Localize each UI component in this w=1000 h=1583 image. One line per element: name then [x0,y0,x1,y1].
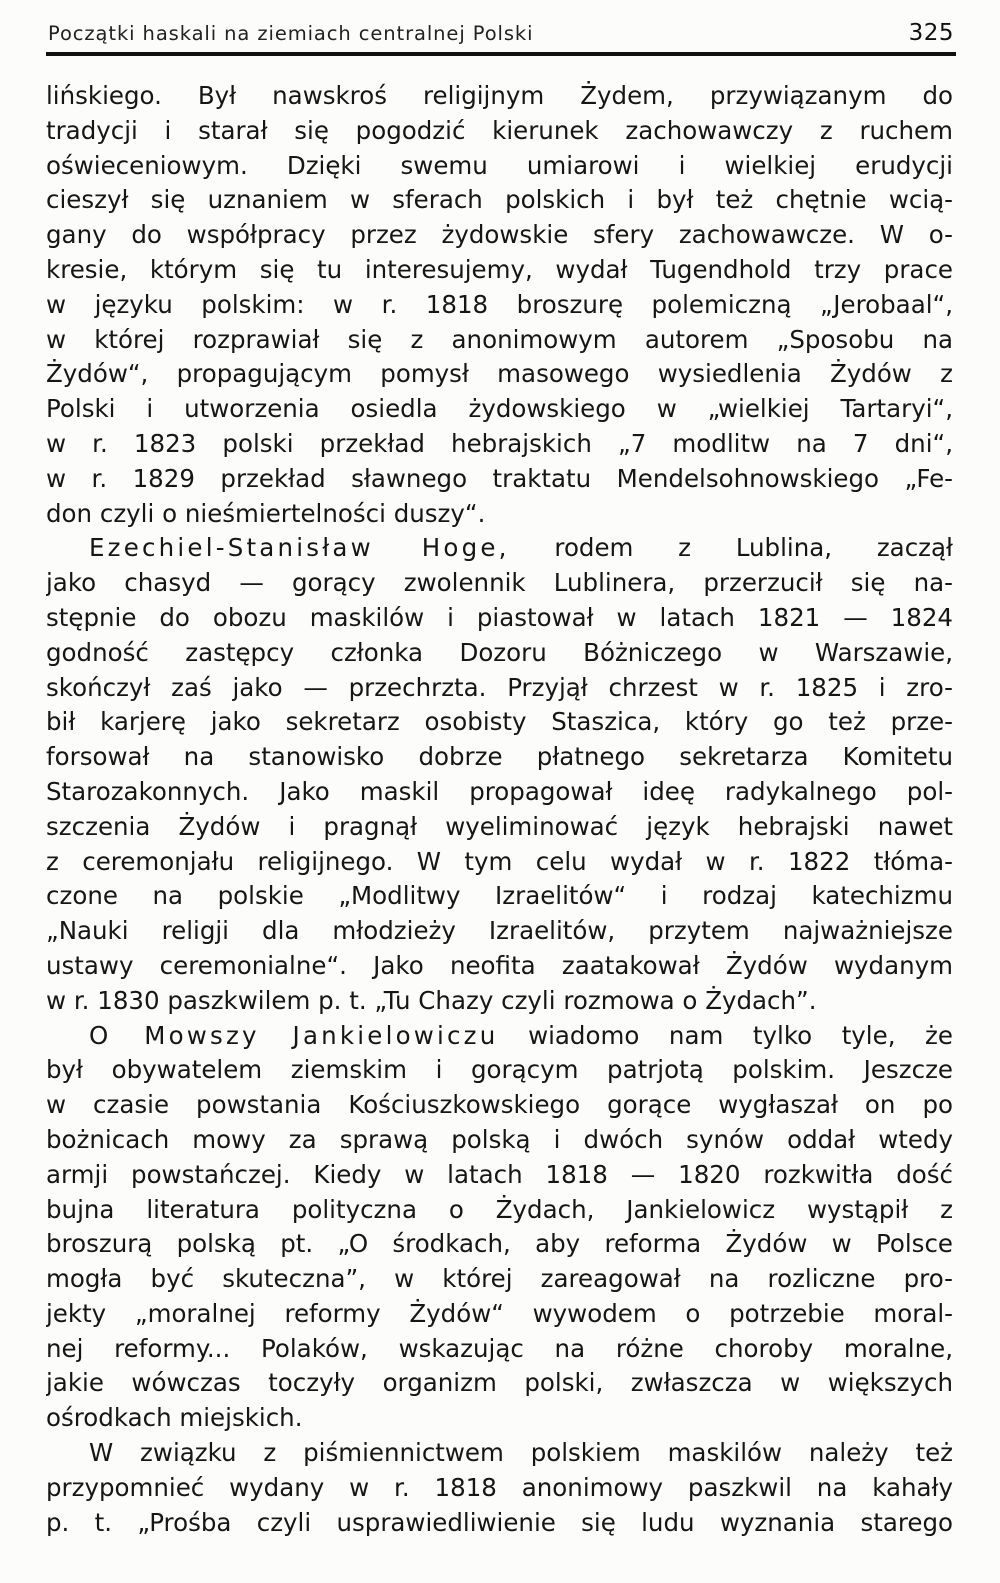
text-line: skończył zaś jako — przechrzta. Przyjął chrzest w r. 1825 i zro- [46,672,953,702]
text-line: przypomnieć wydany w r. 1818 anonimowy paszkwil na kahały [46,1472,953,1502]
text-line: bożnicach mowy za sprawą polską i dwóch synów oddał wtedy [46,1124,953,1154]
text-line: don czyli o nieśmiertelności duszy“. [46,498,486,528]
text-line: ustawy ceremonialne“. Jako neofita zaatakował Żydów wydanym [46,950,953,980]
text-line: kresie, którym się tu interesujemy, wydał Tugendhold trzy prace [46,254,953,284]
text-line: w której rozprawiał się z anonimowym autorem „Sposobu na [46,324,953,354]
text-line: Żydów“, propagującym pomysł masowego wysiedlenia Żydów z [46,359,953,389]
running-head [46,14,954,54]
text-line: był obywatelem ziemskim i gorącym patrjotą polskim. Jeszcze [46,1055,953,1085]
text-line: gany do współpracy przez żydowskie sfery zachowawcze. W o- [46,220,953,250]
text-line: w r. 1830 paszkwilem p. t. „Tu Chazy czyli rozmowa o Żydach”. [46,985,817,1015]
text-line: z ceremonjału religijnego. W tym celu wydał w r. 1822 tłóma- [46,846,953,876]
text-line: mogła być skuteczna”, w której zareagował na rozliczne pro- [46,1264,953,1294]
person-name-jankielowicz: O Mowszy Jankielowiczu [89,1020,499,1050]
text-line: „Nauki religji dla młodzieży Izraelitów, przytem najważniejsze [46,916,953,946]
text-line: bił karjerę jako sekretarz osobisty Staszica, który go też prze- [46,707,953,737]
text-line: ośrodkach miejskich. [46,1403,303,1433]
text-line: tradycji i starał się pogodzić kierunek zachowawczy z ruchem [46,115,953,145]
body-text [46,79,953,1540]
text-line: czone na polskie „Modlitwy Izraelitów“ i rodzaj katechizmu [46,881,953,911]
text-line: w r. 1829 przekład sławnego traktatu Mendelsohnowskiego „Fe- [46,463,953,493]
text-line: jekty „moralnej reformy Żydów“ wywodem o potrzebie moral- [46,1298,953,1328]
text-line: W związku z piśmiennictwem polskiem maskilów należy też [89,1438,953,1468]
text-line: oświeceniowym. Dzięki swemu umiarowi i wielkiej erudycji [46,150,953,180]
page-number: 325 [908,20,954,46]
text-line: p. t. „Prośba czyli usprawiedliwienie się ludu wyznania starego [46,1507,953,1537]
text-line: nej reformy... Polaków, wskazując na różne choroby moralne, [46,1333,953,1363]
text-line: w r. 1823 polski przekład hebrajskich „7 modlitw na 7 dni“, [46,428,953,458]
text-line: Polski i utworzenia osiedla żydowskiego w „wielkiej Tartaryi“, [46,394,953,424]
text-line: cieszył się uznaniem w sferach polskich i był też chętnie wcią- [46,185,953,215]
text-line: bujna literatura polityczna o Żydach, Jankielowicz wystąpił z [46,1194,953,1224]
text-line: forsował na stanowisko dobrze płatnego sekretarza Komitetu [46,742,953,772]
text-line: stępnie do obozu maskilów i piastował w latach 1821 — 1824 [46,602,953,632]
text-line: w języku polskim: w r. 1818 broszurę polemiczną „Jerobaal“, [46,289,953,319]
running-head-title: Początki haskali na ziemiach centralnej Polski [48,22,534,45]
paragraph-start-jankielowicz [46,1019,953,1054]
text-line: szczenia Żydów i pragnął wyeliminować język hebrajski nawet [46,811,953,841]
text-line: broszurą polską pt. „O środkach, aby reforma Żydów w Polsce [46,1229,953,1259]
text-line: lińskiego. Był nawskroś religijnym Żydem, przywiązanym do [46,81,953,110]
text-line: w czasie powstania Kościuszkowskiego gorące wygłaszał on po [46,1090,953,1120]
text-line: jakie wówczas toczyły organizm polski, zwłaszcza w większych [46,1368,953,1398]
text-line: Starozakonnych. Jako maskil propagował ideę radykalnego pol- [46,776,953,806]
text-line-fragment: wiadomo nam tylko tyle, że [528,1020,953,1050]
person-name-hoge: Ezechiel-Stanisław Hoge, [89,533,510,563]
header-rule [46,52,956,56]
text-line: godność zastępcy członka Dozoru Bóżniczego w Warszawie, [46,637,953,667]
text-line: jako chasyd — gorący zwolennik Lublinera, przerzucił się na- [46,568,953,598]
text-line-fragment: rodem z Lublina, zaczął [554,533,953,563]
paragraph-start-hoge [46,531,953,566]
text-line: armji powstańczej. Kiedy w latach 1818 — 1820 rozkwitła dość [46,1159,953,1189]
